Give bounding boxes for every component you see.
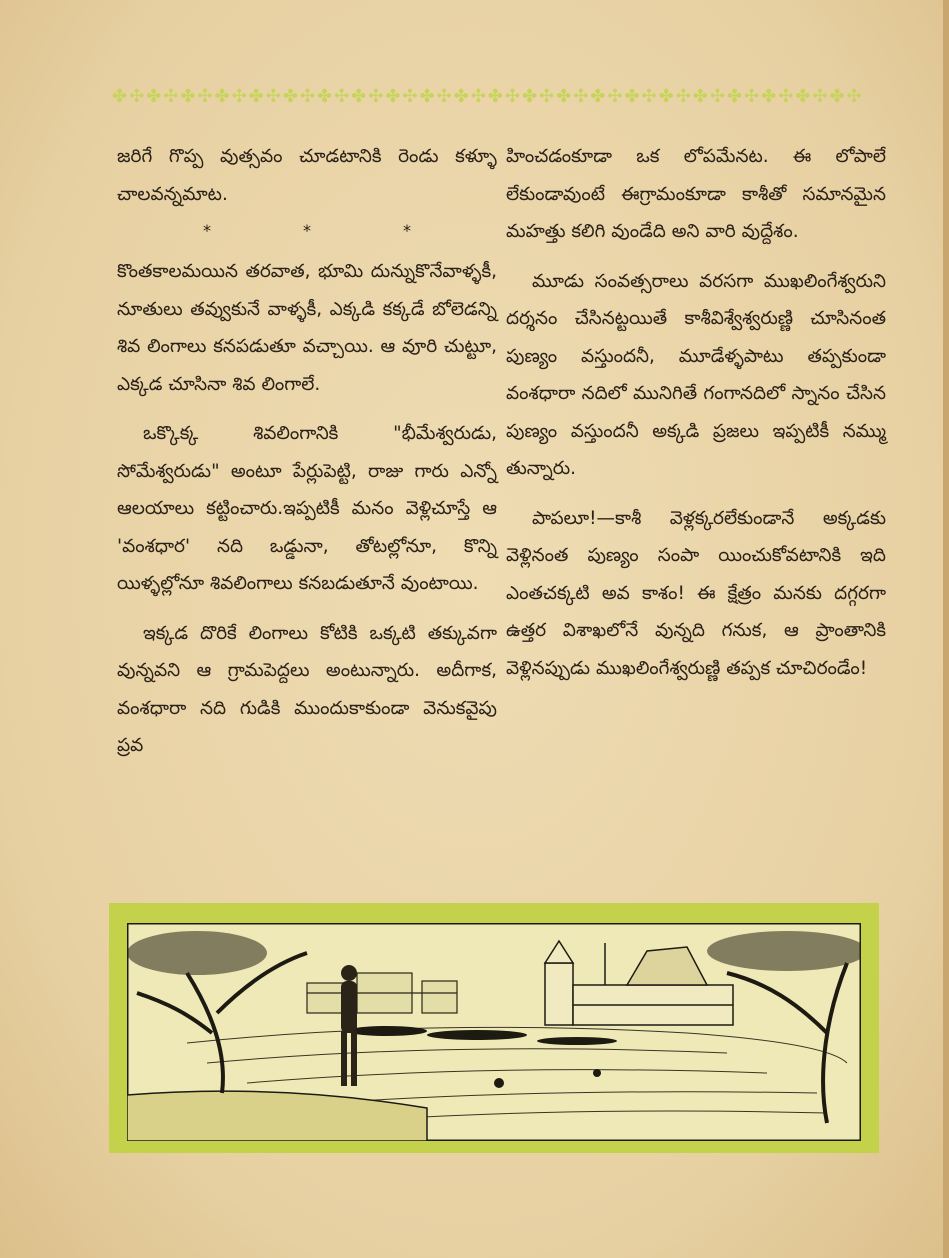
paragraph: ఒక్కొక్క శివలింగానికి "భీమేశ్వరుడు, సోమేశ్వరుడు" అంటూ పేర్లుపెట్టి, రాజు గారు ఎన్నో ఆలయాలు కట్టించారు.ఇప్పటికీ మనం వెళ్లిచూస్తే ఆ 'వంశధార' నది ఒడ్డునా, తోటల్లోనూ, కొన్ని యిళ్ళల్లోనూ శివలింగాలు కనబడుతూనే వుంటాయి. (117, 423, 497, 594)
paragraph: జరిగే గొప్ప వుత్సవం చూడటానికి రెండు కళ్ళూ చాలవన్నమాట. (117, 146, 497, 205)
paragraph: హించడంకూడా ఒక లోపమేనట. ఈ లోపాలే లేకుండావుంటే ఈగ్రామంకూడా కాశీతో సమానమైన మహత్తు కలిగి వుండేది అని వారి వుద్దేశం. (506, 146, 886, 242)
paragraph: పాపలూ!—కాశీ వెళ్లక్కరలేకుండానే అక్కడకు వెళ్లినంత పుణ్యం సంపా యించుకోవటానికి ఇది ఎంతచక్కటి అవ కాశం! ఈ క్షేత్రం మనకు దగ్గరగా ఉత్తర విశాఖలోనే వున్నది గనుక, ఆ ప్రాంతానికి వెళ్లినప్పుడు ముఖలింగేశ్వరుణ్ణి తప్పక చూచిరండేం! (506, 507, 886, 679)
paragraph: ఇక్కడ దొరికే లింగాలు కోటికి ఒక్కటి తక్కువగా వున్నవని ఆ గ్రామపెద్దలు అంటున్నారు. అదీగాక, వంశధారా నది గుడికి ముందుకాకుండా వెనుకవైపు ప్రవ (117, 622, 497, 756)
temple-river-illustration (109, 903, 879, 1153)
separator-star: * (203, 221, 211, 240)
right-text-column (506, 138, 886, 699)
separator-star: * (403, 221, 411, 240)
paragraph: మూడు సంవత్సరాలు వరసగా ముఖలింగేశ్వరుని దర్శనం చేసినట్టయితే కాశీవిశ్వేశ్వరుణ్ణి చూసినంత పుణ్యం వస్తుందనీ, మూడేళ్ళపాటు తప్పకుండా వంశధారా నదిలో మునిగితే గంగానదిలో స్నానం చేసిన పుణ్యం వస్తుందనీ అక్కడి ప్రజలు ఇప్పటికీ నమ్ము తున్నారు. (506, 270, 886, 479)
decorative-border-ornament: ✤✣✤✣✤✣✤✣✤✣✤✣✤✣✤✣✤✣✤✣✤✣✤✣✤✣✤✣✤✣✤✣✤✣✤✣✤✣✤✣✤✣✤✣ (112, 86, 864, 107)
separator-star: * (303, 221, 311, 240)
left-text-column (117, 138, 497, 777)
section-separator (117, 217, 497, 245)
paragraph: కొంతకాలమయిన తరవాత, భూమి దున్నుకొనేవాళ్ళకీ, నూతులు తవ్వుకునే వాళ్ళకీ, ఎక్కడి కక్కడే బోలెడన్ని శివ లింగాలు కనపడుతూ వచ్చాయి. ఆ వూరి చుట్టూ, ఎక్కడ చూసినా శివ లింగాలే. (117, 261, 497, 395)
illustration-drawing (127, 923, 861, 1141)
